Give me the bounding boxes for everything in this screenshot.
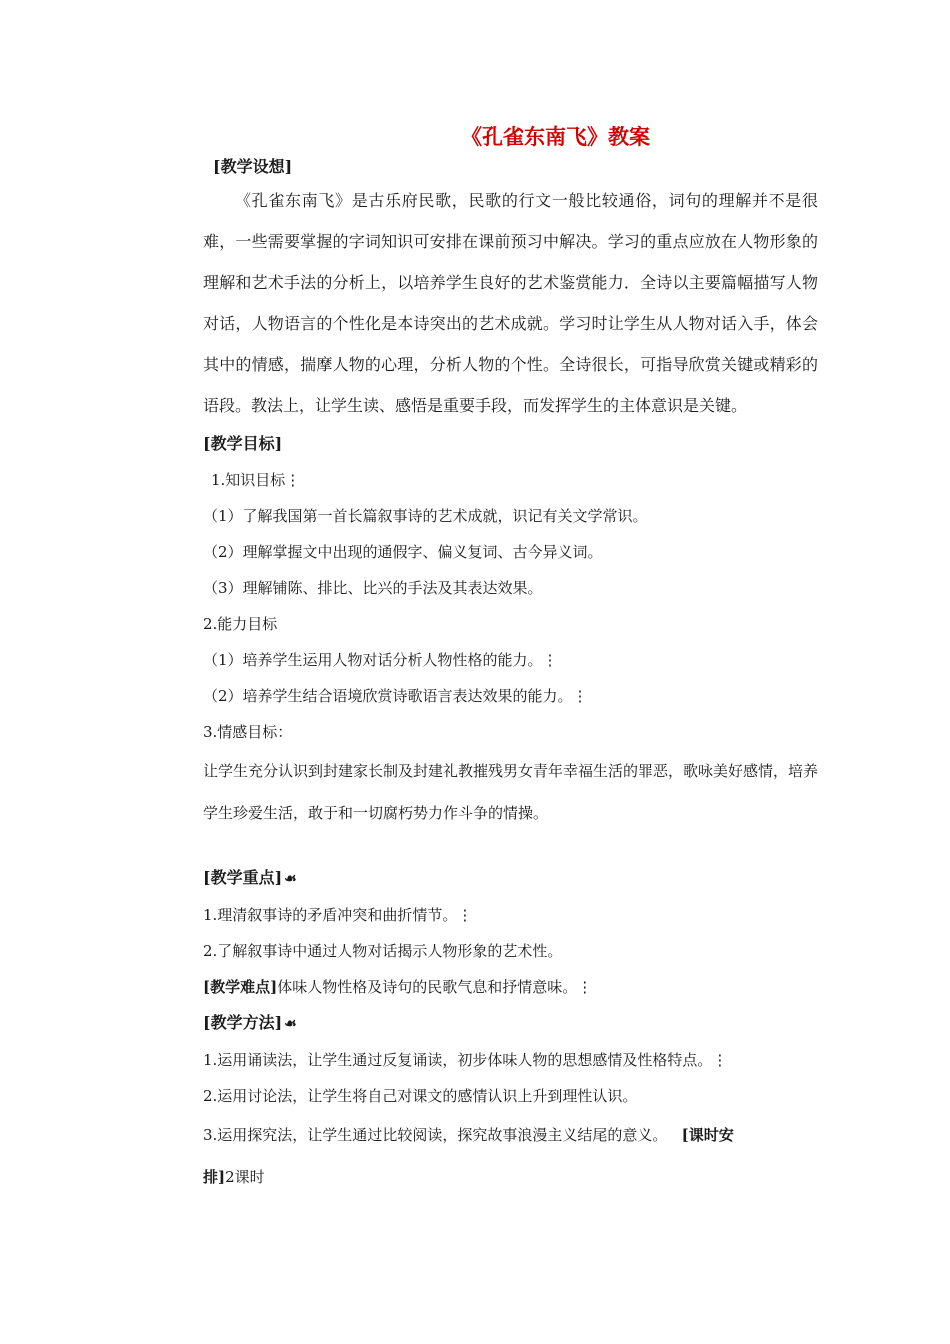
teaching-idea-paragraph: 《孔雀东南飞》是古乐府民歌，民歌的行文一般比较通俗，词句的理解并不是很难，一些需要掌握的字词知识可安排在课前预习中解决。学习的重点应放在人物形象的理解和艺术手法的分析上，以培养学生良好的艺术鉴赏能力．全诗以主要篇幅描写人物对话，人物语言的个性化是本诗突出的艺术成就。学习时让学生从人物对话入手，体会其中的情感，揣摩人物的心理，分析人物的个性。全诗很长，可指导欣赏关键或精彩的语段。教法上，让学生读、感悟是重要手段，而发挥学生的主体意识是关键。 bbox=[203, 191, 818, 415]
ornament-icon: ☙ bbox=[284, 1016, 297, 1032]
emotion-goal-text: 让学生充分认识到封建家长制及封建礼教摧残男女青年幸福生活的罪恶，歌咏美好感情，培养学生珍爱生活，敢于和一切腐朽势力作斗争的情操。 bbox=[203, 762, 819, 822]
emotion-goal-title: 3.情感目标： bbox=[203, 723, 293, 741]
heading-schedule-part1: [课时安 bbox=[681, 1126, 734, 1144]
schedule-text: 2课时 bbox=[225, 1168, 265, 1186]
heading-difficulty: [教学难点] bbox=[203, 978, 278, 996]
ornament-icon: ☙ bbox=[284, 871, 297, 887]
methods-label: [教学方法] bbox=[203, 1013, 283, 1032]
method-item-2: 2.运用讨论法，让学生将自己对课文的感情认识上升到理性认识。 bbox=[203, 1087, 638, 1105]
heading-key-points bbox=[203, 860, 818, 897]
document-page bbox=[203, 120, 818, 1198]
key-point-item-1: 1.理清叙事诗的矛盾冲突和曲折情节。⋮ bbox=[203, 906, 473, 924]
document-title: 《孔雀东南飞》教案 bbox=[461, 124, 650, 149]
knowledge-goal-item-1: （1）了解我国第一首长篇叙事诗的艺术成就，识记有关文学常识。 bbox=[203, 507, 648, 525]
section-gap bbox=[203, 834, 818, 860]
ability-goal-title: 2.能力目标 bbox=[203, 615, 278, 633]
key-point-item-2: 2.了解叙事诗中通过人物对话揭示人物形象的艺术性。 bbox=[203, 942, 563, 960]
schedule-row bbox=[203, 1156, 818, 1198]
method-item-1: 1.运用诵读法，让学生通过反复诵读，初步体味人物的思想感情及性格特点。⋮ bbox=[203, 1051, 728, 1069]
knowledge-goal-item-3: （3）理解铺陈、排比、比兴的手法及其表达效果。 bbox=[203, 579, 543, 597]
knowledge-goal-title: 1.知识目标⋮ bbox=[211, 471, 301, 489]
difficulty-text: 体味人物性格及诗句的民歌气息和抒情意味。⋮ bbox=[277, 978, 593, 996]
heading-teaching-goals: [教学目标] bbox=[203, 434, 283, 453]
heading-methods bbox=[203, 1005, 818, 1042]
ability-goal-item-1: （1）培养学生运用人物对话分析人物性格的能力。⋮ bbox=[203, 651, 558, 669]
key-points-label: [教学重点] bbox=[203, 868, 283, 887]
ability-goal-item-2: （2）培养学生结合语境欣赏诗歌语言表达效果的能力。⋮ bbox=[203, 687, 588, 705]
difficulty-row bbox=[203, 969, 818, 1005]
heading-teaching-idea: [教学设想] bbox=[213, 157, 293, 176]
knowledge-goal-item-2: （2）理解掌握文中出现的通假字、偏义复词、古今异义词。 bbox=[203, 543, 603, 561]
heading-schedule-part2: 排] bbox=[203, 1168, 226, 1186]
method-item-3-row bbox=[203, 1114, 818, 1156]
method-item-3: 3.运用探究法，让学生通过比较阅读，探究故事浪漫主义结尾的意义。 bbox=[203, 1126, 668, 1144]
